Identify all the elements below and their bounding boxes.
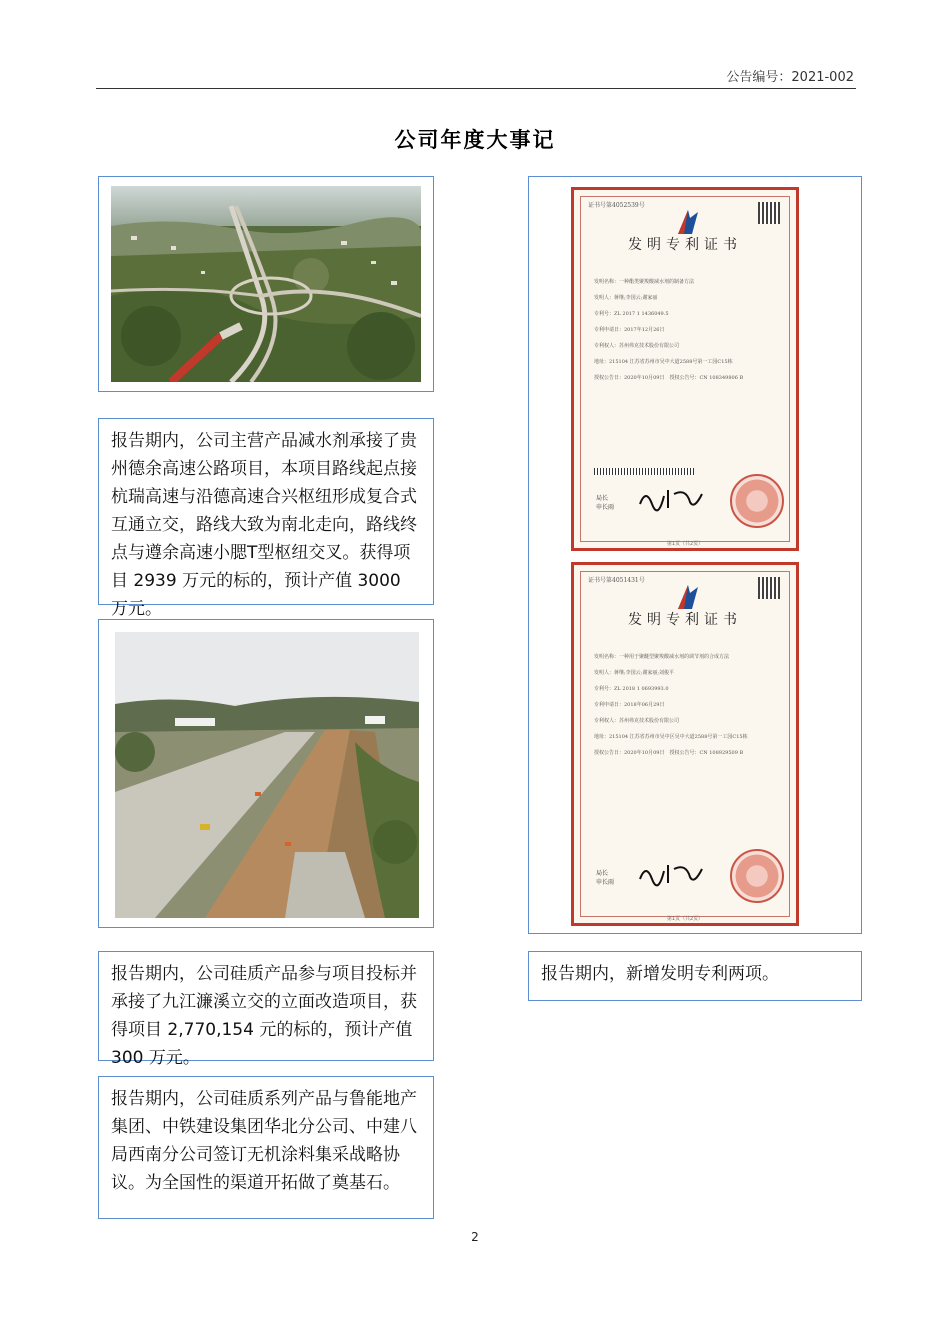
- certificate-page: 第1页（共2页）: [666, 541, 704, 547]
- cert-line: 发明名称：一种用于聚醚型聚羧酸减水剂的调节剂的合成方法: [594, 654, 730, 660]
- cert-line: 专利权人：苏州弗克技术股份有限公司: [594, 718, 680, 724]
- highway-interchange-photo: [111, 186, 421, 382]
- header-divider: [96, 88, 856, 89]
- cert-line: 地址：215104 江苏省苏州市吴中大道2588号第一工园C15栋: [594, 359, 733, 365]
- director-signature: [636, 486, 706, 517]
- patent-certificates-frame: [528, 176, 862, 934]
- road-construction-photo: [115, 632, 419, 918]
- cert-line: 专利申请日：2017年12月26日: [594, 327, 665, 333]
- cert-line: 专利申请日：2018年06月29日: [594, 702, 665, 708]
- director-label: 局长 申长雨: [596, 495, 615, 511]
- director-signature: [636, 861, 706, 892]
- highway-photo-image: [111, 186, 421, 382]
- qr-code-icon: [758, 202, 780, 224]
- certificate-title: 发明专利证书: [628, 237, 742, 253]
- qr-code-icon: [758, 577, 780, 599]
- cnipa-logo-icon: [674, 583, 704, 611]
- highway-project-text: 报告期内，公司主营产品减水剂承接了贵州德余高速公路项目，本项目路线起点接杭瑞高速与沿德高速合兴枢纽形成复合式互通立交，路线大致为南北走向，路线终点与遵余高速小腮T型枢纽交叉。获得项目 2939 万元的标的，预计产值 3000 万元。: [98, 418, 434, 605]
- certificate-number: 证书号第4051431号: [588, 577, 645, 584]
- cert-line: 授权公告日：2020年10月09日 授权公告号：CN 108349806 B: [594, 375, 744, 381]
- construction-photo-image: [115, 632, 419, 918]
- highway-photo-frame: [98, 176, 434, 392]
- strategic-agreement-text: 报告期内，公司硅质系列产品与鲁能地产集团、中铁建设集团华北分公司、中建八局西南分公司签订无机涂料集采战略协议。为全国性的渠道开拓做了奠基石。: [98, 1076, 434, 1219]
- official-seal-icon: [730, 474, 784, 528]
- barcode: [594, 468, 694, 475]
- page-number: 2: [471, 1230, 479, 1244]
- patent-certificate-2: [571, 562, 799, 926]
- certificate-number: 证书号第4052539号: [588, 202, 645, 209]
- cert-line: 专利号：ZL 2017 1 1436049.5: [594, 311, 669, 317]
- cert-line: 发明人：蒋继;李国云;谢家丽: [594, 295, 658, 301]
- construction-photo-frame: [98, 619, 434, 928]
- cnipa-logo-icon: [674, 208, 704, 236]
- announcement-code: 公告编号：2021-002: [726, 70, 854, 85]
- cert-line: 授权公告日：2020年10月09日 授权公告号：CN 108929509 B: [594, 750, 744, 756]
- patent-certificate-1: [571, 187, 799, 551]
- cert-line: 发明名称：一种酯类聚羧酸减水剂的制备方法: [594, 279, 695, 285]
- page-title: 公司年度大事记: [394, 128, 556, 152]
- jiujiang-project-text: 报告期内，公司硅质产品参与项目投标并承接了九江濂溪立交的立面改造项目，获得项目 2,770,154 元的标的，预计产值 300 万元。: [98, 951, 434, 1061]
- certificate-title: 发明专利证书: [628, 612, 742, 628]
- cert-line: 发明人：蒋继;李国云;谢家丽;刘俊平: [594, 670, 675, 676]
- director-label: 局长 申长雨: [596, 870, 615, 886]
- official-seal-icon: [730, 849, 784, 903]
- new-patents-text: 报告期内，新增发明专利两项。: [528, 951, 862, 1001]
- cert-line: 地址：215104 江苏省苏州市吴中区吴中大道2588号第一工园C15栋: [594, 734, 748, 740]
- cert-line: 专利号：ZL 2018 1 0693993.0: [594, 686, 669, 692]
- certificate-page: 第1页（共2页）: [666, 916, 704, 922]
- cert-line: 专利权人：苏州弗克技术股份有限公司: [594, 343, 680, 349]
